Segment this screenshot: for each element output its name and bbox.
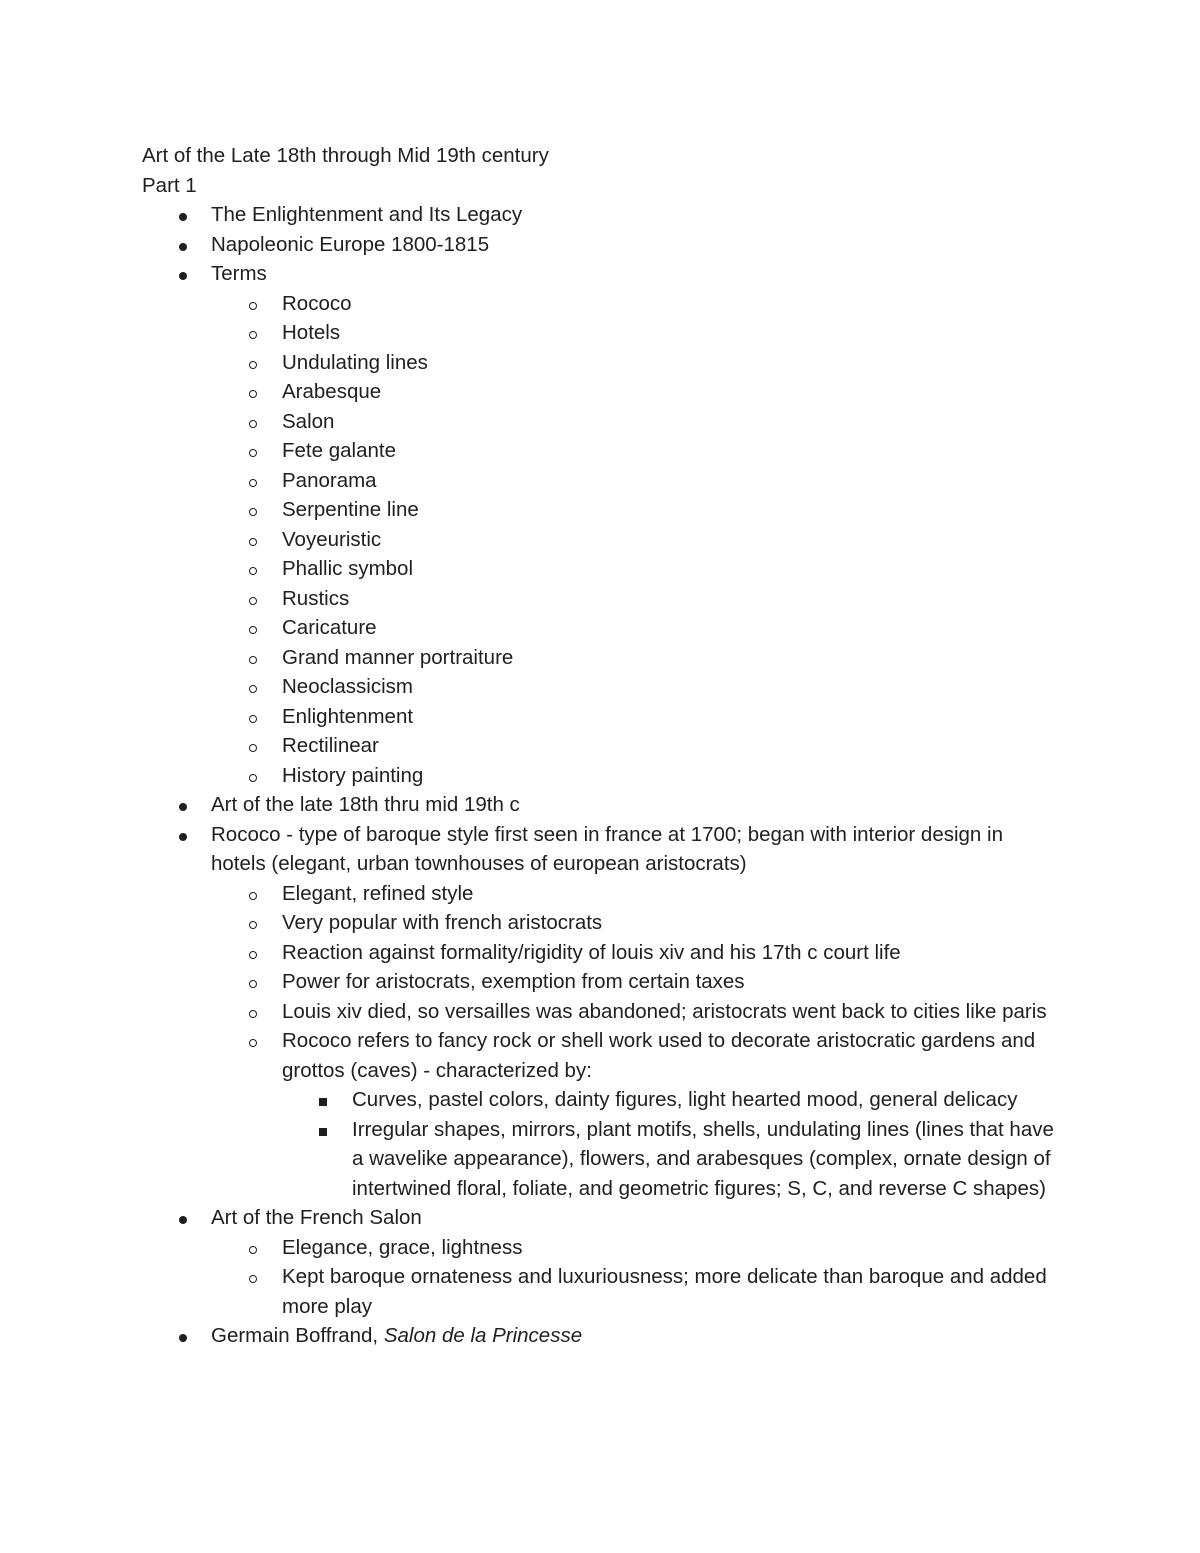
list-item: [142, 820, 1062, 879]
list-item: [142, 967, 1062, 997]
bullet-circle-icon: [243, 672, 263, 702]
bullet-circle-icon: [243, 761, 263, 791]
bullet-circle-icon: [243, 525, 263, 555]
list-item: [142, 1262, 1062, 1321]
list-item-text: Undulating lines: [282, 350, 428, 374]
list-item-text: History painting: [282, 763, 424, 787]
bullet-circle-icon: [243, 1233, 263, 1263]
list-item-text: Fete galante: [282, 439, 396, 462]
list-item-text: Louis xiv died, so versailles was abandoned; aristocrats went back to cities like paris: [282, 999, 1047, 1023]
list-item: [142, 1085, 1062, 1115]
list-item: [142, 1321, 1062, 1351]
list-item-text: Voyeuristic: [282, 527, 382, 551]
list-item-text: Power for aristocrats, exemption from certain taxes: [282, 970, 745, 993]
bullet-circle-icon: [243, 938, 263, 968]
bullet-disc-icon: [173, 1203, 193, 1233]
bullet-circle-icon: [243, 908, 263, 938]
list-item-text: Rustics: [282, 586, 350, 610]
list-item-text: Terms: [211, 262, 267, 285]
bullet-circle-icon: [243, 643, 263, 673]
list-item: [142, 997, 1062, 1027]
bullet-circle-icon: [243, 613, 263, 643]
list-item: [142, 1203, 1062, 1233]
bullet-circle-icon: [243, 495, 263, 525]
bullet-circle-icon: [243, 731, 263, 761]
list-item: [142, 672, 1062, 702]
bullet-circle-icon: [243, 997, 263, 1027]
bullet-circle-icon: [243, 554, 263, 584]
list-item: [142, 348, 1062, 378]
list-item: [142, 879, 1062, 909]
bullet-circle-icon: [243, 407, 263, 437]
list-item-text: Rococo - type of baroque style first seen in france at 1700; began with interior design in hotels (elegant, urban townhouses of european aristocrats): [211, 822, 1003, 875]
list-item: [142, 495, 1062, 525]
list-item-text: Salon: [282, 409, 335, 433]
bullet-disc-icon: [173, 820, 193, 850]
bullet-square-icon: [313, 1085, 333, 1115]
list-item: [142, 731, 1062, 761]
list-item-text: Napoleonic Europe 1800-1815: [211, 232, 490, 256]
list-item-text: Phallic symbol: [282, 557, 414, 580]
list-item-text: Irregular shapes, mirrors, plant motifs, shells, undulating lines (lines that have a wavelike appearance), flowers, and arabesques (complex, ornate design of intertwined floral, foliate, and geometric figures; S, C, and reverse C shapes): [352, 1117, 1054, 1200]
list-item: [142, 584, 1062, 614]
list-item-text: Elegance, grace, lightness: [282, 1235, 523, 1259]
list-item: [142, 377, 1062, 407]
list-item-text: Serpentine line: [282, 498, 419, 521]
list-item-text: Neoclassicism: [282, 675, 413, 698]
list-item: [142, 200, 1062, 230]
list-item: [142, 908, 1062, 938]
bullet-circle-icon: [243, 702, 263, 732]
list-item: [142, 643, 1062, 673]
bullet-circle-icon: [243, 1026, 263, 1056]
outline-list: [142, 200, 1062, 1321]
bullet-circle-icon: [243, 377, 263, 407]
list-item: [142, 525, 1062, 555]
list-item: [142, 259, 1062, 289]
part-heading: Part 1: [142, 173, 197, 197]
list-item-text: Rococo: [282, 291, 352, 315]
list-item-text: Elegant, refined style: [282, 881, 474, 905]
list-item: [142, 702, 1062, 732]
list-item-text: Enlightenment: [282, 704, 414, 728]
list-item-text: The Enlightenment and Its Legacy: [211, 203, 523, 226]
list-item: [142, 1115, 1062, 1204]
artwork-title: Salon de la Princesse: [383, 1324, 583, 1347]
bullet-circle-icon: [243, 289, 263, 319]
list-item-text: Grand manner portraiture: [282, 645, 514, 669]
bullet-circle-icon: [243, 466, 263, 496]
bullet-circle-icon: [243, 967, 263, 997]
bullet-disc-icon: [173, 230, 193, 260]
bullet-circle-icon: [243, 348, 263, 378]
list-item-text: Very popular with french aristocrats: [282, 911, 603, 934]
list-item-text: Caricature: [282, 616, 377, 639]
bullet-circle-icon: [243, 584, 263, 614]
list-item: [142, 436, 1062, 466]
document-body: [142, 141, 1062, 1351]
list-item-text: Curves, pastel colors, dainty figures, light hearted mood, general delicacy: [352, 1088, 1018, 1111]
list-item-text: Arabesque: [282, 380, 382, 403]
bullet-circle-icon: [243, 436, 263, 466]
list-item: [142, 289, 1062, 319]
document-title: Art of the Late 18th through Mid 19th century: [142, 144, 549, 167]
bullet-circle-icon: [243, 318, 263, 348]
list-item: [142, 230, 1062, 260]
list-item-text: Reaction against formality/rigidity of louis xiv and his 17th c court life: [282, 940, 901, 964]
list-item-text: Art of the late 18th thru mid 19th c: [211, 793, 520, 816]
list-item-text: Rectilinear: [282, 734, 379, 757]
list-item: [142, 613, 1062, 643]
artist-name: Germain Boffrand,: [211, 1324, 384, 1347]
list-item: [142, 318, 1062, 348]
bullet-square-icon: [313, 1115, 333, 1145]
bullet-circle-icon: [243, 1262, 263, 1292]
list-item-text: Art of the French Salon: [211, 1206, 422, 1229]
bullet-disc-icon: [173, 790, 193, 820]
list-item-text: Panorama: [282, 468, 377, 492]
bullet-disc-icon: [173, 200, 193, 230]
list-item: [142, 761, 1062, 791]
list-item: [142, 466, 1062, 496]
list-item: [142, 1026, 1062, 1085]
list-item-text: Hotels: [282, 321, 341, 344]
list-item-text: Rococo refers to fancy rock or shell work used to decorate aristocratic gardens and grottos (caves) - characterized by:: [282, 1029, 1036, 1082]
list-item: [142, 790, 1062, 820]
list-item: [142, 407, 1062, 437]
list-item: [142, 554, 1062, 584]
bullet-disc-icon: [173, 259, 193, 289]
list-item: [142, 1233, 1062, 1263]
bullet-circle-icon: [243, 879, 263, 909]
list-item: [142, 938, 1062, 968]
list-item-text: Kept baroque ornateness and luxuriousness; more delicate than baroque and added more play: [282, 1265, 1047, 1318]
bullet-disc-icon: [173, 1321, 193, 1351]
